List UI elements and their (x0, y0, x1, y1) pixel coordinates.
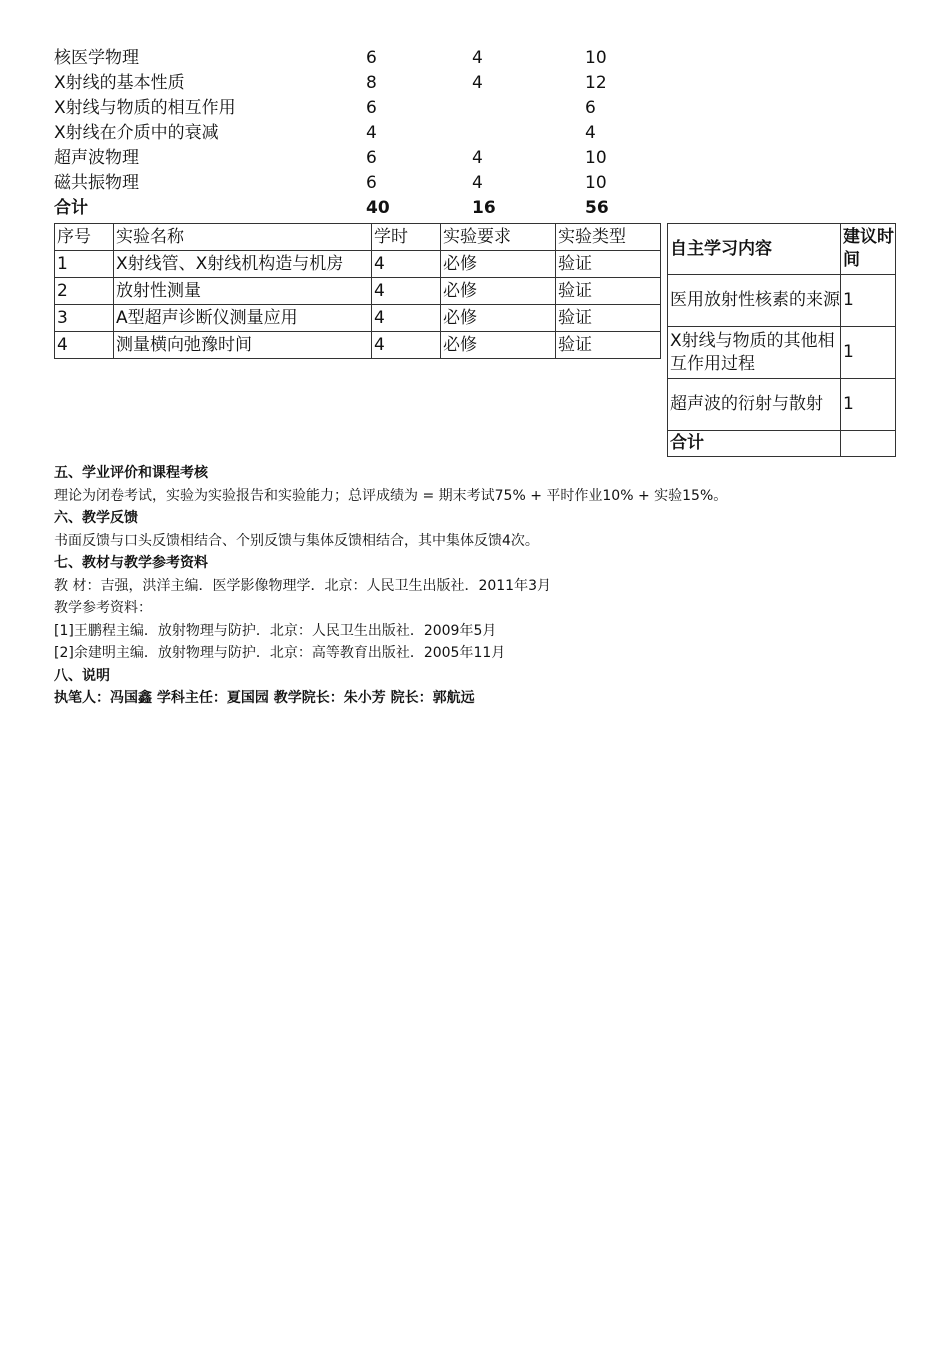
header-type: 实验类型 (556, 224, 661, 251)
reference-2: [2]余建明主编．放射物理与防护．北京：高等教育出版社．2005年11月 (54, 645, 506, 661)
total-label: 合计 (668, 431, 841, 457)
topic-cell: 超声波物理 (54, 148, 139, 168)
practice-hours-cell: 4 (472, 148, 483, 168)
feedback-text: 书面反馈与口头反馈相结合、个别反馈与集体反馈相结合，其中集体反馈4次。 (54, 532, 539, 549)
topic-cell: 磁共振物理 (54, 173, 139, 193)
table-row (55, 251, 661, 278)
theory-hours-cell: 6 (366, 173, 377, 193)
requirement-cell: 必修 (441, 251, 556, 278)
time-cell: 1 (841, 379, 896, 431)
total-row (668, 431, 896, 457)
table-row (54, 96, 665, 121)
table-row (55, 332, 661, 359)
name-cell: X射线管、X射线机构造与机房 (114, 251, 372, 278)
total-hours-cell: 6 (585, 98, 596, 118)
total-all-hours: 56 (585, 198, 609, 218)
course-sections (54, 462, 914, 710)
header-index: 序号 (55, 224, 114, 251)
theory-hours-cell: 4 (366, 123, 377, 143)
table-row (668, 275, 896, 327)
total-hours-cell: 10 (585, 173, 607, 193)
evaluation-heading: 五、学业评价和课程考核 (54, 465, 208, 481)
type-cell: 验证 (556, 251, 661, 278)
total-hours-cell: 10 (585, 148, 607, 168)
table-row (54, 71, 665, 96)
total-row (54, 196, 665, 221)
practice-hours-cell: 4 (472, 73, 483, 93)
signatures: 执笔人：冯国鑫 学科主任：夏国园 教学院长：朱小芳 院长：郭航远 (54, 690, 475, 706)
content-cell: 超声波的衍射与散射 (668, 379, 841, 431)
textbook-text: 教 材：吉强，洪洋主编．医学影像物理学．北京：人民卫生出版社．2011年3月 (54, 577, 551, 594)
total-hours-cell: 4 (585, 123, 596, 143)
table-row (54, 121, 665, 146)
table-row (54, 46, 665, 71)
header-hours: 学时 (372, 224, 441, 251)
hours-cell: 4 (372, 305, 441, 332)
requirement-cell: 必修 (441, 332, 556, 359)
hours-cell: 4 (372, 251, 441, 278)
header-suggested-time: 建议时间 (841, 224, 896, 275)
topic-cell: X射线在介质中的衰减 (54, 123, 219, 143)
experiment-table (54, 223, 661, 359)
self-study-table (667, 223, 896, 457)
practice-hours-cell (472, 121, 585, 146)
materials-heading: 七、教材与教学参考资料 (54, 555, 208, 571)
index-cell: 3 (55, 305, 114, 332)
table-header-row (55, 224, 661, 251)
table-row (55, 305, 661, 332)
reference-1: [1]王鹏程主编．放射物理与防护．北京：人民卫生出版社．2009年5月 (54, 622, 497, 639)
index-cell: 4 (55, 332, 114, 359)
table-header-row (668, 224, 896, 275)
total-label: 合计 (54, 198, 88, 218)
name-cell: 放射性测量 (114, 278, 372, 305)
table-row (54, 171, 665, 196)
table-row (668, 379, 896, 431)
name-cell: A型超声诊断仪测量应用 (114, 305, 372, 332)
time-cell: 1 (841, 275, 896, 327)
total-practice-hours: 16 (472, 198, 496, 218)
hours-table (54, 46, 665, 221)
type-cell: 验证 (556, 305, 661, 332)
total-value (841, 431, 896, 457)
hours-cell: 4 (372, 278, 441, 305)
references-label: 教学参考资料： (54, 600, 152, 616)
table-row (668, 327, 896, 379)
type-cell: 验证 (556, 332, 661, 359)
theory-hours-cell: 6 (366, 98, 377, 118)
evaluation-text: 理论为闭卷考试，实验为实验报告和实验能力；总评成绩为 = 期末考试75% + 平时作业10% + 实验15%。 (54, 487, 728, 504)
index-cell: 1 (55, 251, 114, 278)
header-name: 实验名称 (114, 224, 372, 251)
hours-cell: 4 (372, 332, 441, 359)
header-requirement: 实验要求 (441, 224, 556, 251)
topic-cell: X射线的基本性质 (54, 73, 185, 93)
total-hours-cell: 12 (585, 73, 607, 93)
notes-heading: 八、说明 (54, 667, 110, 684)
total-hours-cell: 10 (585, 48, 607, 68)
theory-hours-cell: 6 (366, 148, 377, 168)
total-theory-hours: 40 (366, 198, 390, 218)
table-row (54, 146, 665, 171)
requirement-cell: 必修 (441, 305, 556, 332)
name-cell: 测量横向弛豫时间 (114, 332, 372, 359)
theory-hours-cell: 8 (366, 73, 377, 93)
header-content: 自主学习内容 (668, 224, 841, 275)
content-cell: 医用放射性核素的来源 (668, 275, 841, 327)
practice-hours-cell (472, 96, 585, 121)
table-row (55, 278, 661, 305)
index-cell: 2 (55, 278, 114, 305)
type-cell: 验证 (556, 278, 661, 305)
theory-hours-cell: 6 (366, 48, 377, 68)
practice-hours-cell: 4 (472, 173, 483, 193)
feedback-heading: 六、教学反馈 (54, 510, 138, 526)
practice-hours-cell: 4 (472, 48, 483, 68)
content-cell: X射线与物质的其他相互作用过程 (668, 327, 841, 379)
time-cell: 1 (841, 327, 896, 379)
topic-cell: 核医学物理 (54, 48, 139, 68)
requirement-cell: 必修 (441, 278, 556, 305)
topic-cell: X射线与物质的相互作用 (54, 98, 236, 118)
